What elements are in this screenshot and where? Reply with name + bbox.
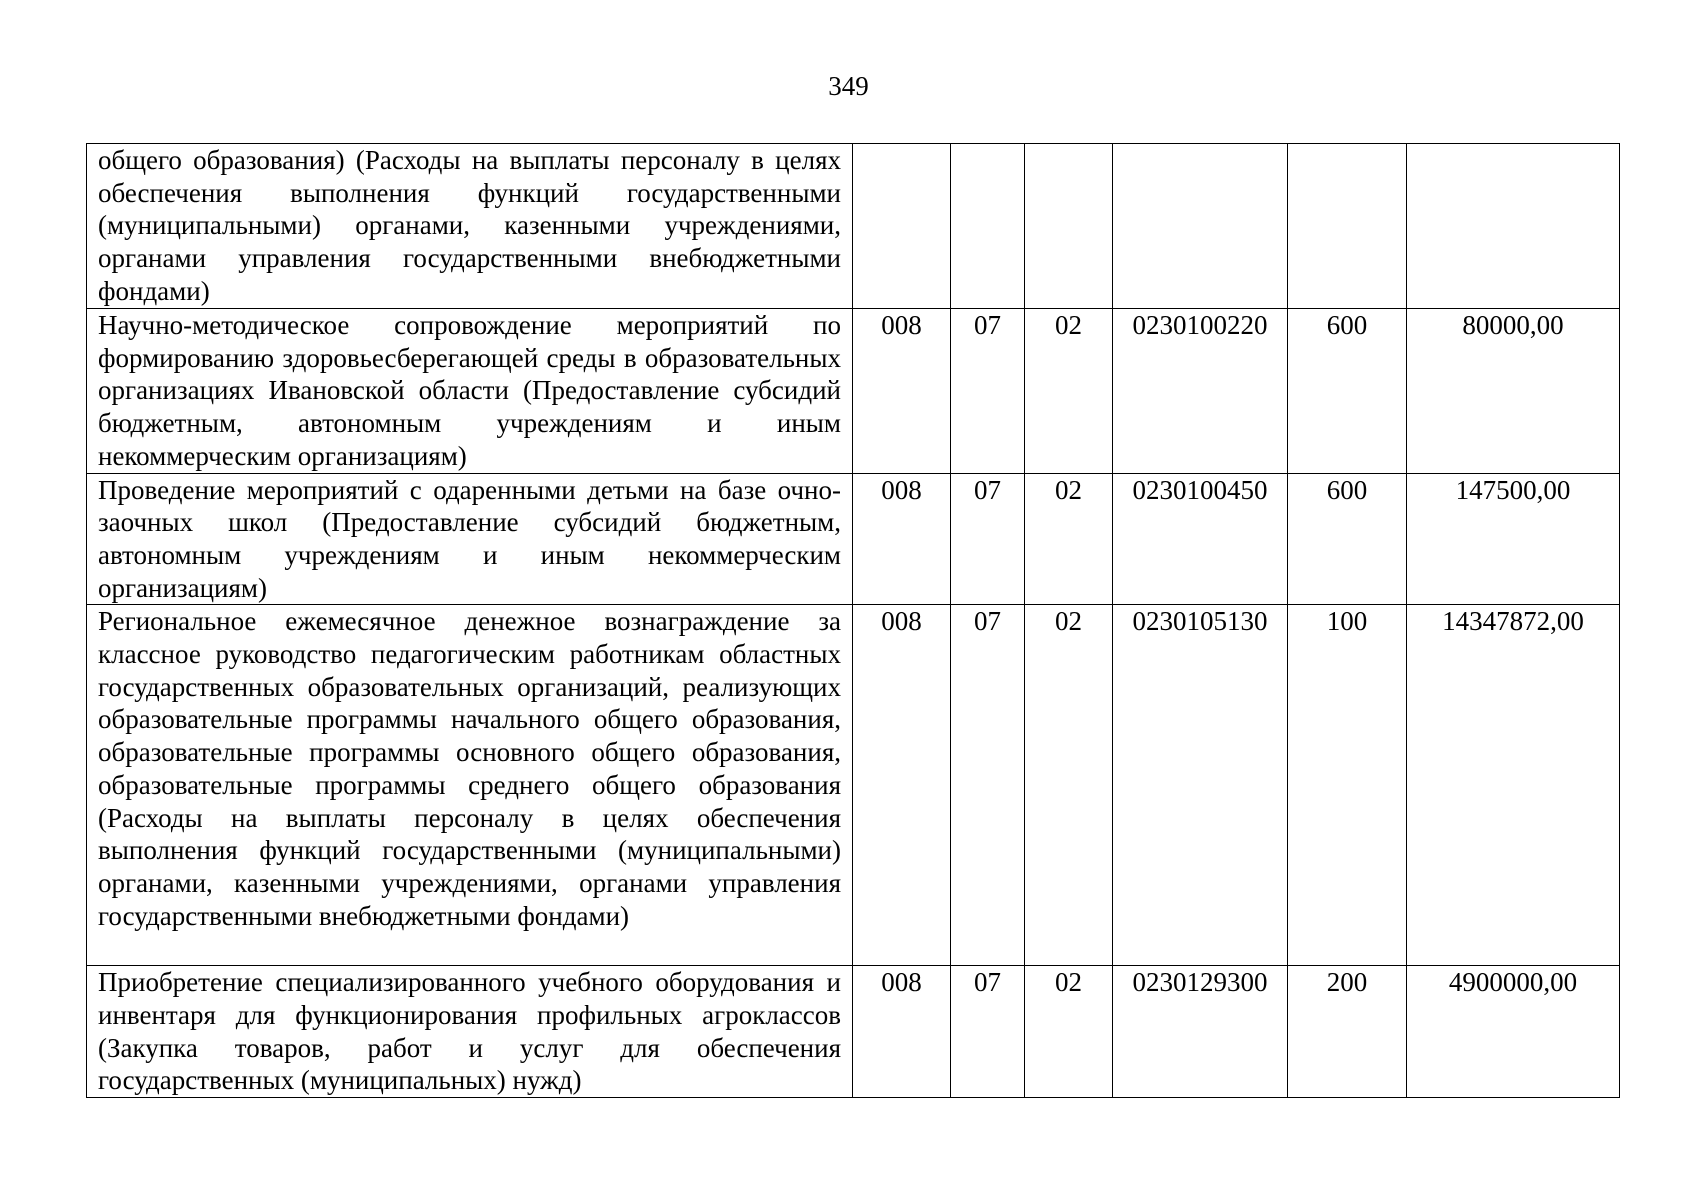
row-description: Региональное ежемесячное денежное вознаграждение за классное руководство педагогическим работникам областных государственных образовательных организаций, реализующих образовательные программы начального общего образования, образовательные программы основного общего образования, образовательные программы среднего общего образования (Расходы на выплаты персоналу в целях обеспечения выполнения функций государственными (муниципальными) органами, казенными учреждениями, органами управления государственными внебюджетными фондами) bbox=[87, 605, 853, 966]
page-number: 349 bbox=[828, 71, 869, 101]
target-article-code: 0230129300 bbox=[1113, 966, 1288, 1098]
ministry-code: 008 bbox=[853, 309, 951, 474]
table-row bbox=[87, 473, 1620, 605]
row-description: Приобретение специализированного учебного оборудования и инвентаря для функционирования профильных агроклассов (Закупка товаров, работ и услуг для обеспечения государственных (муниципальных) нужд) bbox=[87, 966, 853, 1098]
subsection-code: 02 bbox=[1025, 309, 1113, 474]
ministry-code: 008 bbox=[853, 473, 951, 605]
expense-type-code: 200 bbox=[1288, 966, 1407, 1098]
target-article-code bbox=[1113, 144, 1288, 309]
target-article-code: 0230100450 bbox=[1113, 473, 1288, 605]
section-code: 07 bbox=[951, 473, 1025, 605]
subsection-code: 02 bbox=[1025, 473, 1113, 605]
row-description: Проведение мероприятий с одаренными детьми на базе очно-заочных школ (Предоставление субсидий бюджетным, автономным учреждениям и иным некоммерческим организациям) bbox=[87, 473, 853, 605]
expense-type-code: 600 bbox=[1288, 309, 1407, 474]
ministry-code: 008 bbox=[853, 605, 951, 966]
budget-table bbox=[86, 143, 1620, 1098]
expense-type-code bbox=[1288, 144, 1407, 309]
section-code: 07 bbox=[951, 309, 1025, 474]
target-article-code: 0230100220 bbox=[1113, 309, 1288, 474]
expense-type-code: 600 bbox=[1288, 473, 1407, 605]
amount: 80000,00 bbox=[1407, 309, 1620, 474]
subsection-code: 02 bbox=[1025, 605, 1113, 966]
amount: 147500,00 bbox=[1407, 473, 1620, 605]
table-row bbox=[87, 966, 1620, 1098]
ministry-code: 008 bbox=[853, 966, 951, 1098]
row-description: общего образования) (Расходы на выплаты персоналу в целях обеспечения выполнения функций государственными (муниципальными) органами, казенными учреждениями, органами управления государственными внебюджетными фондами) bbox=[87, 144, 853, 309]
table-row bbox=[87, 309, 1620, 474]
subsection-code bbox=[1025, 144, 1113, 309]
expense-type-code: 100 bbox=[1288, 605, 1407, 966]
amount: 14347872,00 bbox=[1407, 605, 1620, 966]
target-article-code: 0230105130 bbox=[1113, 605, 1288, 966]
ministry-code bbox=[853, 144, 951, 309]
table-row bbox=[87, 144, 1620, 309]
section-code: 07 bbox=[951, 605, 1025, 966]
amount: 4900000,00 bbox=[1407, 966, 1620, 1098]
section-code bbox=[951, 144, 1025, 309]
table-row bbox=[87, 605, 1620, 966]
amount bbox=[1407, 144, 1620, 309]
section-code: 07 bbox=[951, 966, 1025, 1098]
subsection-code: 02 bbox=[1025, 966, 1113, 1098]
row-description: Научно-методическое сопровождение мероприятий по формированию здоровьесберегающей среды в образовательных организациях Ивановской области (Предоставление субсидий бюджетным, автономным учреждениям и иным некоммерческим организациям) bbox=[87, 309, 853, 474]
